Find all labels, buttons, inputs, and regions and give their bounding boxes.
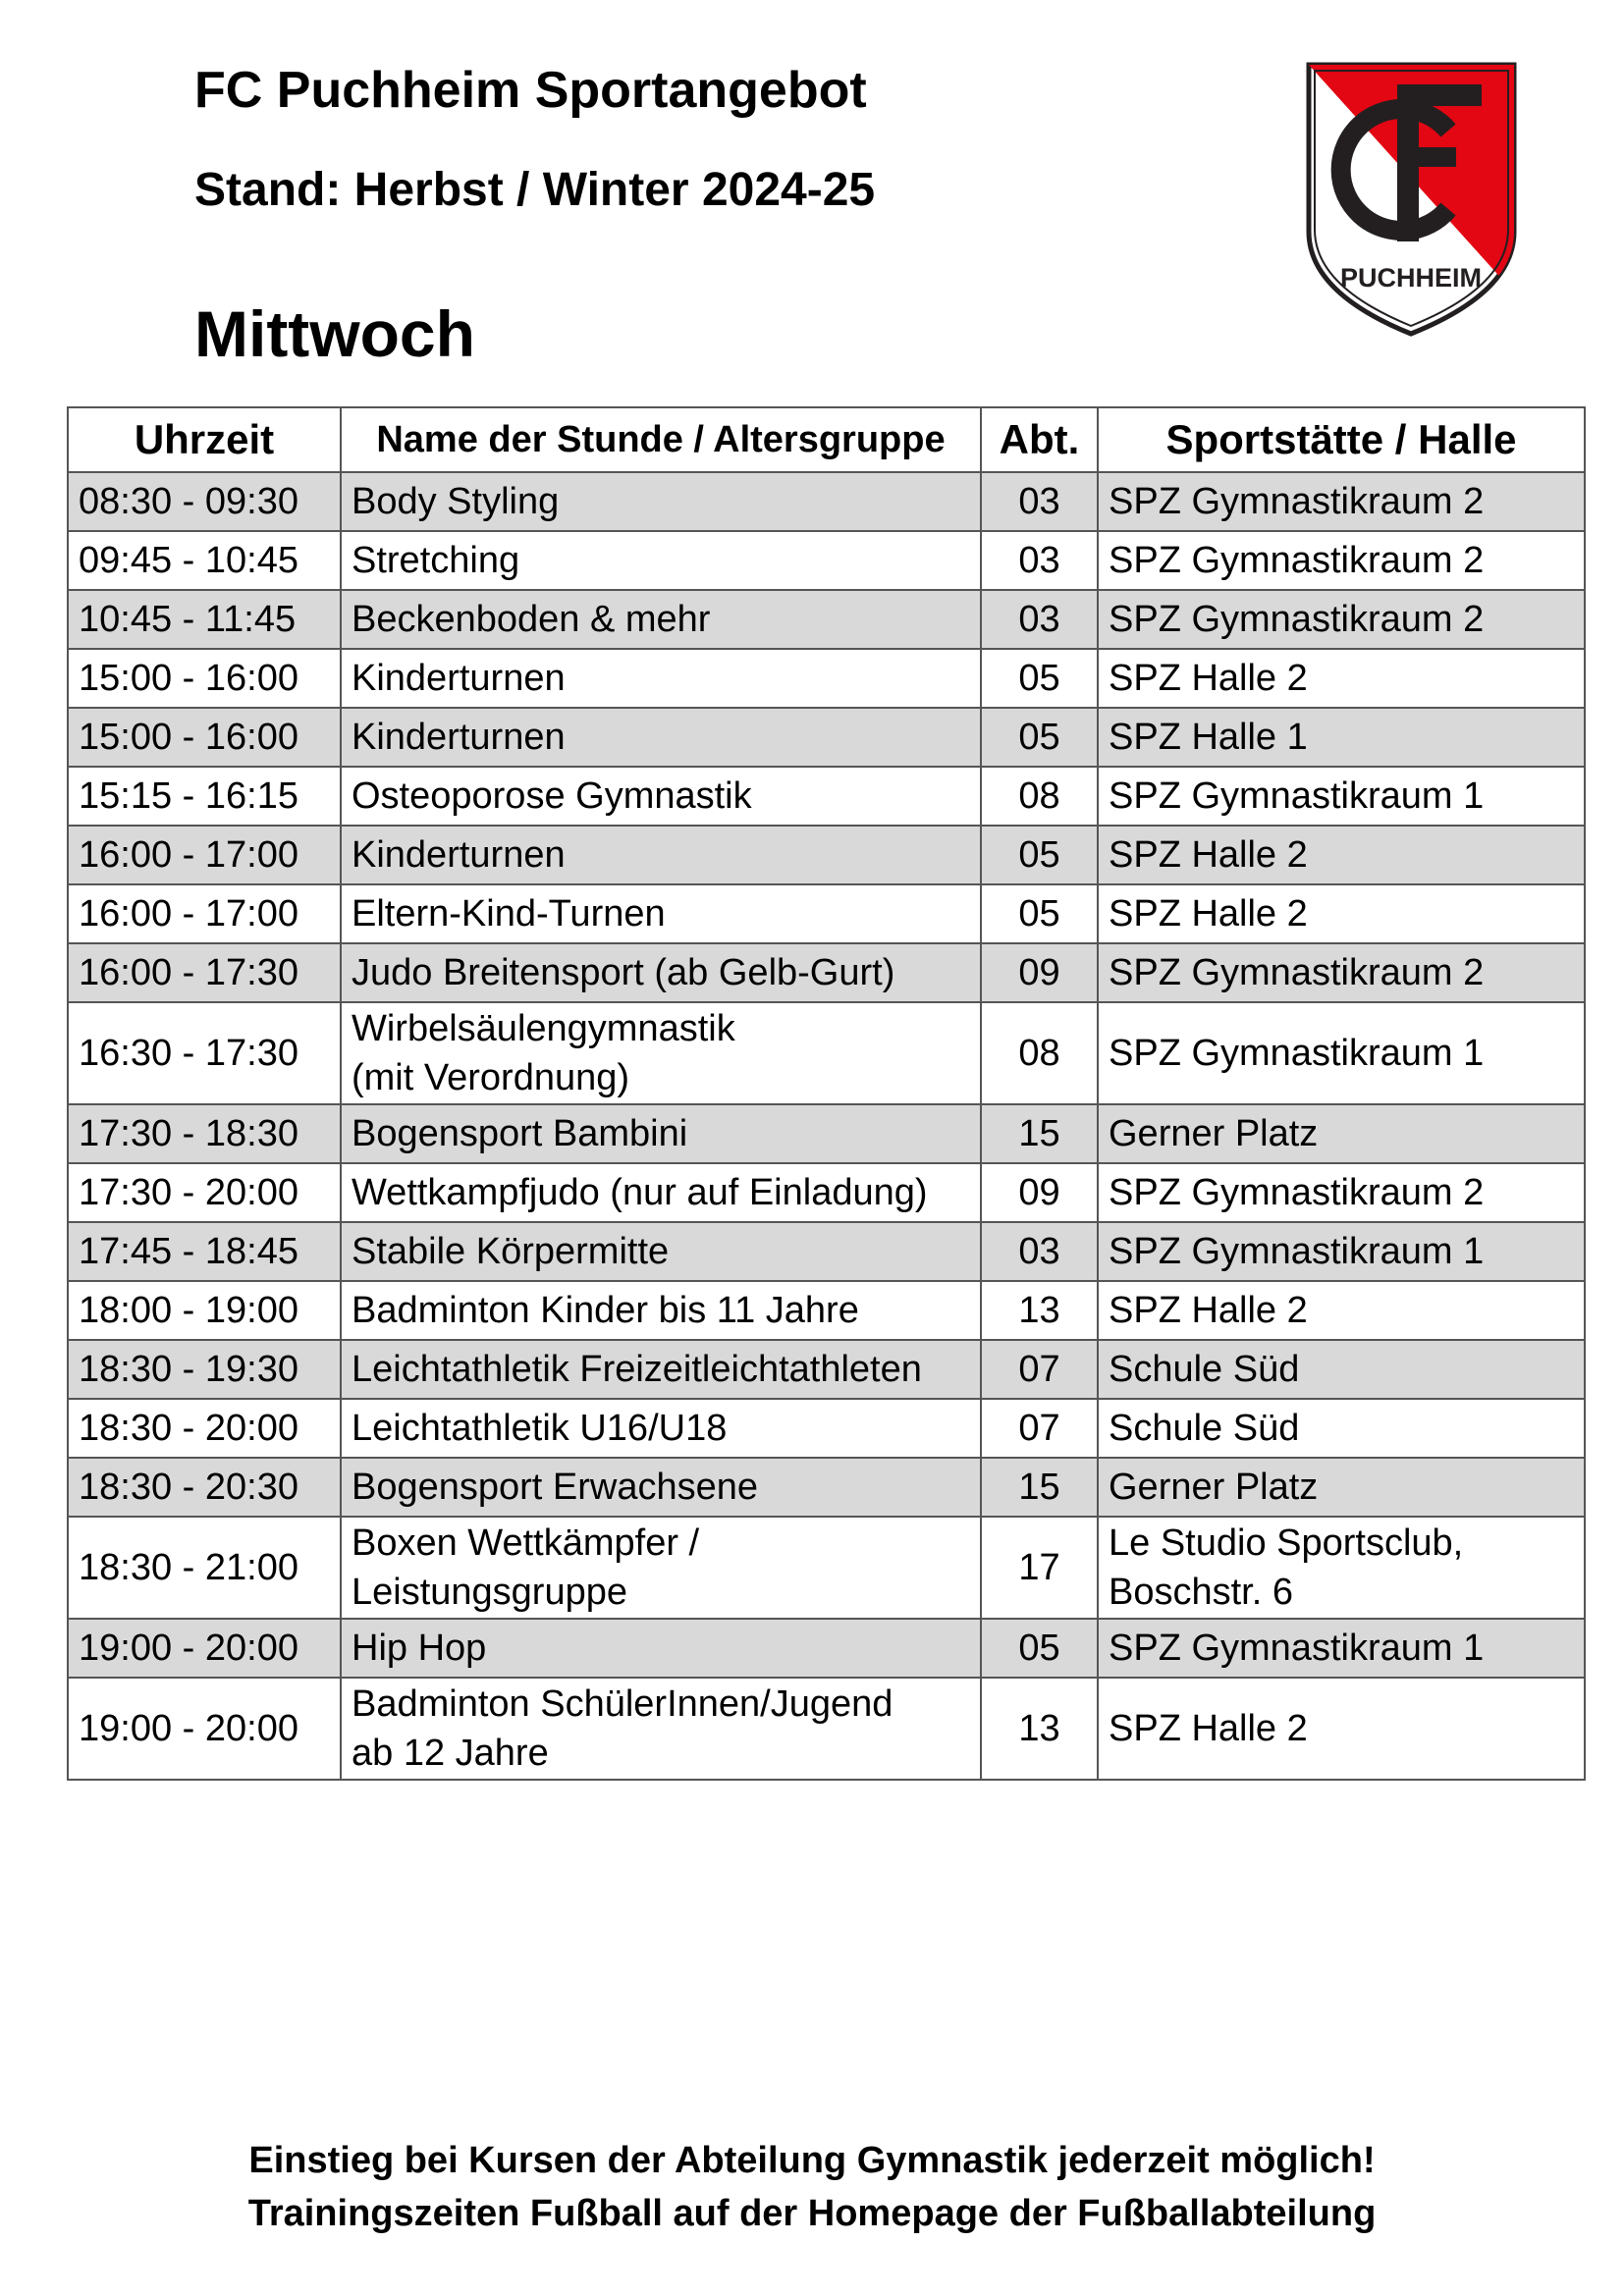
cell-time: 08:30 - 09:30 xyxy=(68,472,341,531)
table-row xyxy=(68,767,1585,826)
cell-venue xyxy=(1098,649,1585,708)
cell-time: 16:00 - 17:00 xyxy=(68,884,341,943)
cell-department: 05 xyxy=(981,708,1098,767)
table-row xyxy=(68,884,1585,943)
cell-course-name xyxy=(341,1222,981,1281)
cell-department: 07 xyxy=(981,1399,1098,1458)
table-row xyxy=(68,1104,1585,1163)
venue-line: Gerner Platz xyxy=(1109,1113,1319,1154)
cell-time: 18:00 - 19:00 xyxy=(68,1281,341,1340)
course-name-line: Kinderturnen xyxy=(352,834,566,876)
cell-time: 10:45 - 11:45 xyxy=(68,590,341,649)
cell-course-name xyxy=(341,1281,981,1340)
cell-venue xyxy=(1098,1002,1585,1104)
venue-line: Schule Süd xyxy=(1109,1408,1300,1449)
course-name-line: Osteoporose Gymnastik xyxy=(352,775,752,817)
cell-course-name xyxy=(341,708,981,767)
cell-department: 15 xyxy=(981,1458,1098,1517)
cell-department: 03 xyxy=(981,472,1098,531)
course-name-line: Kinderturnen xyxy=(352,658,566,699)
cell-department: 07 xyxy=(981,1340,1098,1399)
cell-department: 03 xyxy=(981,1222,1098,1281)
cell-department: 15 xyxy=(981,1104,1098,1163)
venue-line: Le Studio Sportsclub, xyxy=(1109,1522,1464,1564)
footer-note-gymnastics: Einstieg bei Kursen der Abteilung Gymnastik jederzeit möglich! xyxy=(248,2140,1376,2181)
venue-line: SPZ Gymnastikraum 1 xyxy=(1109,775,1485,817)
cell-department: 17 xyxy=(981,1517,1098,1619)
venue-line: SPZ Halle 2 xyxy=(1109,658,1308,699)
table-row xyxy=(68,708,1585,767)
schedule-body xyxy=(68,472,1585,1780)
cell-time: 18:30 - 21:00 xyxy=(68,1517,341,1619)
cell-course-name xyxy=(341,1458,981,1517)
table-row xyxy=(68,1340,1585,1399)
cell-venue xyxy=(1098,943,1585,1002)
course-name-line: Wirbelsäulengymnastik xyxy=(352,1008,735,1049)
venue-line: SPZ Gymnastikraum 2 xyxy=(1109,599,1485,640)
table-row xyxy=(68,1678,1585,1780)
course-name-line: Badminton Kinder bis 11 Jahre xyxy=(352,1290,859,1331)
cell-course-name xyxy=(341,884,981,943)
cell-department: 08 xyxy=(981,767,1098,826)
table-row xyxy=(68,1399,1585,1458)
venue-line: SPZ Gymnastikraum 1 xyxy=(1109,1231,1485,1272)
table-header-row xyxy=(68,407,1585,472)
cell-department: 05 xyxy=(981,884,1098,943)
cell-department: 13 xyxy=(981,1678,1098,1780)
course-name-line: Stabile Körpermitte xyxy=(352,1231,670,1272)
course-name-line: Eltern-Kind-Turnen xyxy=(352,893,666,934)
cell-venue xyxy=(1098,1399,1585,1458)
table-row xyxy=(68,826,1585,884)
column-header-name: Name der Stunde / Altersgruppe xyxy=(341,407,981,472)
cell-time: 18:30 - 20:00 xyxy=(68,1399,341,1458)
table-row xyxy=(68,472,1585,531)
cell-venue xyxy=(1098,1517,1585,1619)
venue-line: SPZ Gymnastikraum 2 xyxy=(1109,481,1485,522)
course-name-line: Hip Hop xyxy=(352,1628,487,1669)
cell-venue xyxy=(1098,1458,1585,1517)
venue-line: SPZ Gymnastikraum 1 xyxy=(1109,1033,1485,1074)
cell-venue xyxy=(1098,1281,1585,1340)
cell-department: 05 xyxy=(981,649,1098,708)
course-name-line: Bogensport Erwachsene xyxy=(352,1467,759,1508)
venue-line: SPZ Gymnastikraum 2 xyxy=(1109,540,1485,581)
page-title: FC Puchheim Sportangebot xyxy=(194,62,867,119)
cell-course-name xyxy=(341,1002,981,1104)
cell-course-name xyxy=(341,649,981,708)
course-name-line: Judo Breitensport (ab Gelb-Gurt) xyxy=(352,952,895,993)
course-name-line: (mit Verordnung) xyxy=(352,1057,630,1098)
column-header-venue: Sportstätte / Halle xyxy=(1098,407,1585,472)
cell-course-name xyxy=(341,1163,981,1222)
cell-course-name xyxy=(341,1517,981,1619)
cell-venue xyxy=(1098,1163,1585,1222)
cell-course-name xyxy=(341,590,981,649)
cell-venue xyxy=(1098,1104,1585,1163)
cell-time: 17:30 - 18:30 xyxy=(68,1104,341,1163)
table-row xyxy=(68,1281,1585,1340)
column-header-department: Abt. xyxy=(981,407,1098,472)
table-row xyxy=(68,1517,1585,1619)
column-header-time: Uhrzeit xyxy=(68,407,341,472)
cell-course-name xyxy=(341,767,981,826)
cell-time: 16:00 - 17:00 xyxy=(68,826,341,884)
course-name-line: Bogensport Bambini xyxy=(352,1113,688,1154)
venue-line: Schule Süd xyxy=(1109,1349,1300,1390)
course-name-line: ab 12 Jahre xyxy=(352,1733,549,1774)
page-subtitle: Stand: Herbst / Winter 2024-25 xyxy=(194,164,876,216)
schedule-table xyxy=(67,406,1586,1781)
cell-course-name xyxy=(341,472,981,531)
cell-course-name xyxy=(341,1399,981,1458)
cell-course-name xyxy=(341,1678,981,1780)
cell-time: 18:30 - 19:30 xyxy=(68,1340,341,1399)
cell-course-name xyxy=(341,826,981,884)
venue-line: Boschstr. 6 xyxy=(1109,1572,1293,1613)
table-row xyxy=(68,1002,1585,1104)
cell-time: 17:45 - 18:45 xyxy=(68,1222,341,1281)
table-row xyxy=(68,590,1585,649)
course-name-line: Wettkampfjudo (nur auf Einladung) xyxy=(352,1172,928,1213)
day-heading: Mittwoch xyxy=(194,297,475,370)
cell-venue xyxy=(1098,1619,1585,1678)
cell-department: 05 xyxy=(981,826,1098,884)
cell-course-name xyxy=(341,1104,981,1163)
venue-line: SPZ Halle 2 xyxy=(1109,1290,1308,1331)
cell-time: 16:30 - 17:30 xyxy=(68,1002,341,1104)
cell-department: 09 xyxy=(981,1163,1098,1222)
course-name-line: Badminton SchülerInnen/Jugend xyxy=(352,1683,893,1725)
course-name-line: Kinderturnen xyxy=(352,717,566,758)
cell-department: 08 xyxy=(981,1002,1098,1104)
cell-venue xyxy=(1098,1340,1585,1399)
course-name-line: Body Styling xyxy=(352,481,560,522)
cell-department: 09 xyxy=(981,943,1098,1002)
venue-line: SPZ Gymnastikraum 2 xyxy=(1109,952,1485,993)
footer-note-football: Trainingszeiten Fußball auf der Homepage der Fußballabteilung xyxy=(247,2193,1377,2234)
venue-line: SPZ Gymnastikraum 2 xyxy=(1109,1172,1485,1213)
venue-line: SPZ Halle 2 xyxy=(1109,893,1308,934)
course-name-line: Beckenboden & mehr xyxy=(352,599,711,640)
cell-time: 15:00 - 16:00 xyxy=(68,708,341,767)
table-row xyxy=(68,531,1585,590)
table-row xyxy=(68,1222,1585,1281)
cell-time: 15:00 - 16:00 xyxy=(68,649,341,708)
cell-department: 05 xyxy=(981,1619,1098,1678)
cell-time: 09:45 - 10:45 xyxy=(68,531,341,590)
table-row xyxy=(68,943,1585,1002)
cell-time: 17:30 - 20:00 xyxy=(68,1163,341,1222)
cell-course-name xyxy=(341,531,981,590)
course-name-line: Leichtathletik Freizeitleichtathleten xyxy=(352,1349,922,1390)
cell-time: 19:00 - 20:00 xyxy=(68,1678,341,1780)
cell-time: 15:15 - 16:15 xyxy=(68,767,341,826)
course-name-line: Stretching xyxy=(352,540,520,581)
table-row xyxy=(68,1458,1585,1517)
course-name-line: Leistungsgruppe xyxy=(352,1572,627,1613)
course-name-line: Leichtathletik U16/U18 xyxy=(352,1408,728,1449)
cell-venue xyxy=(1098,590,1585,649)
venue-line: SPZ Gymnastikraum 1 xyxy=(1109,1628,1485,1669)
cell-venue xyxy=(1098,472,1585,531)
course-name-line: Boxen Wettkämpfer / xyxy=(352,1522,700,1564)
venue-line: Gerner Platz xyxy=(1109,1467,1319,1508)
cell-time: 16:00 - 17:30 xyxy=(68,943,341,1002)
table-row xyxy=(68,1619,1585,1678)
venue-line: SPZ Halle 2 xyxy=(1109,834,1308,876)
venue-line: SPZ Halle 1 xyxy=(1109,717,1308,758)
cell-venue xyxy=(1098,531,1585,590)
table-row xyxy=(68,1163,1585,1222)
cell-time: 18:30 - 20:30 xyxy=(68,1458,341,1517)
club-logo xyxy=(1301,57,1522,342)
logo-club-name: PUCHHEIM xyxy=(1339,263,1483,293)
cell-course-name xyxy=(341,1340,981,1399)
cell-course-name xyxy=(341,1619,981,1678)
cell-department: 03 xyxy=(981,531,1098,590)
cell-venue xyxy=(1098,708,1585,767)
table-row xyxy=(68,649,1585,708)
cell-department: 13 xyxy=(981,1281,1098,1340)
cell-venue xyxy=(1098,826,1585,884)
cell-venue xyxy=(1098,1678,1585,1780)
cell-course-name xyxy=(341,943,981,1002)
venue-line: SPZ Halle 2 xyxy=(1109,1708,1308,1749)
cell-venue xyxy=(1098,767,1585,826)
cell-department: 03 xyxy=(981,590,1098,649)
cell-venue xyxy=(1098,884,1585,943)
cell-time: 19:00 - 20:00 xyxy=(68,1619,341,1678)
cell-venue xyxy=(1098,1222,1585,1281)
